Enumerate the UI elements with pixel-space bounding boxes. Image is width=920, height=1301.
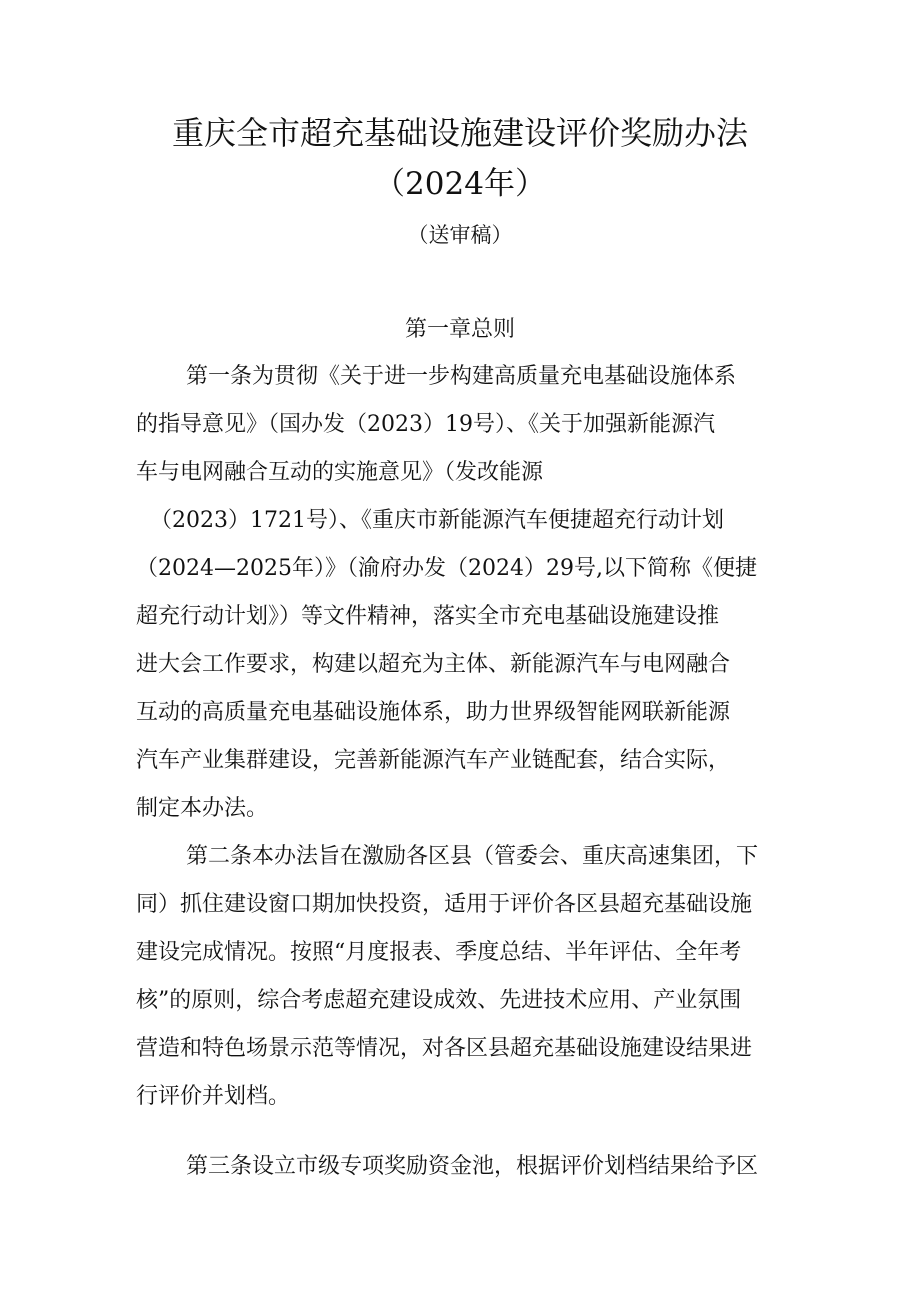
body-line: 制定本办法。 xyxy=(136,796,269,821)
body-line: 同）抓住建设窗口期加快投资，适用于评价各区县超充基础设施 xyxy=(136,892,753,917)
body-line: 第二条本办法旨在激励各区县（管委会、重庆高速集团，下 xyxy=(186,844,759,869)
body-line: 第三条设立市级专项奖励资金池，根据评价划档结果给予区 xyxy=(186,1154,759,1179)
body-line: 汽车产业集群建设，完善新能源汽车产业链配套，结合实际， xyxy=(136,748,731,773)
body-line: 进大会工作要求，构建以超充为主体、新能源汽车与电网融合 xyxy=(136,652,731,677)
body-line: 行评价并划档。 xyxy=(136,1084,291,1109)
body-line: 第一条为贯彻《关于进一步构建高质量充电基础设施体系 xyxy=(186,364,737,389)
body-line: 互动的高质量充电基础设施体系，助力世界级智能网联新能源 xyxy=(136,700,731,725)
body-line: 的指导意见》（国办发（2023）19号）、《关于加强新能源汽 xyxy=(136,412,715,437)
body-line: 核”的原则，综合考虑超充建设成效、先进技术应用、产业氛围 xyxy=(136,988,742,1013)
body-line: （2024—2025年）》（渝府办发（2024）29号,以下简称《便捷 xyxy=(136,556,757,581)
document-title: 重庆全市超充基础设施建设评价奖励办法 xyxy=(171,114,748,152)
body-line: 营造和特色场景示范等情况，对各区县超充基础设施建设结果进 xyxy=(136,1036,753,1061)
document-subtitle: （送审稿） xyxy=(407,223,513,247)
body-line: （2023）1721号）、《重庆市新能源汽车便捷超充行动计划 xyxy=(150,508,724,533)
body-line: 建设完成情况。按照“月度报表、季度总结、半年评估、全年考 xyxy=(136,940,742,965)
chapter-heading: 第一章总则 xyxy=(404,317,515,342)
body-line: 车与电网融合互动的实施意见》（发改能源 xyxy=(136,460,544,485)
document-title-year: （2024年） xyxy=(374,166,546,202)
body-line: 超充行动计划》）等文件精神，落实全市充电基础设施建设推 xyxy=(136,604,720,629)
